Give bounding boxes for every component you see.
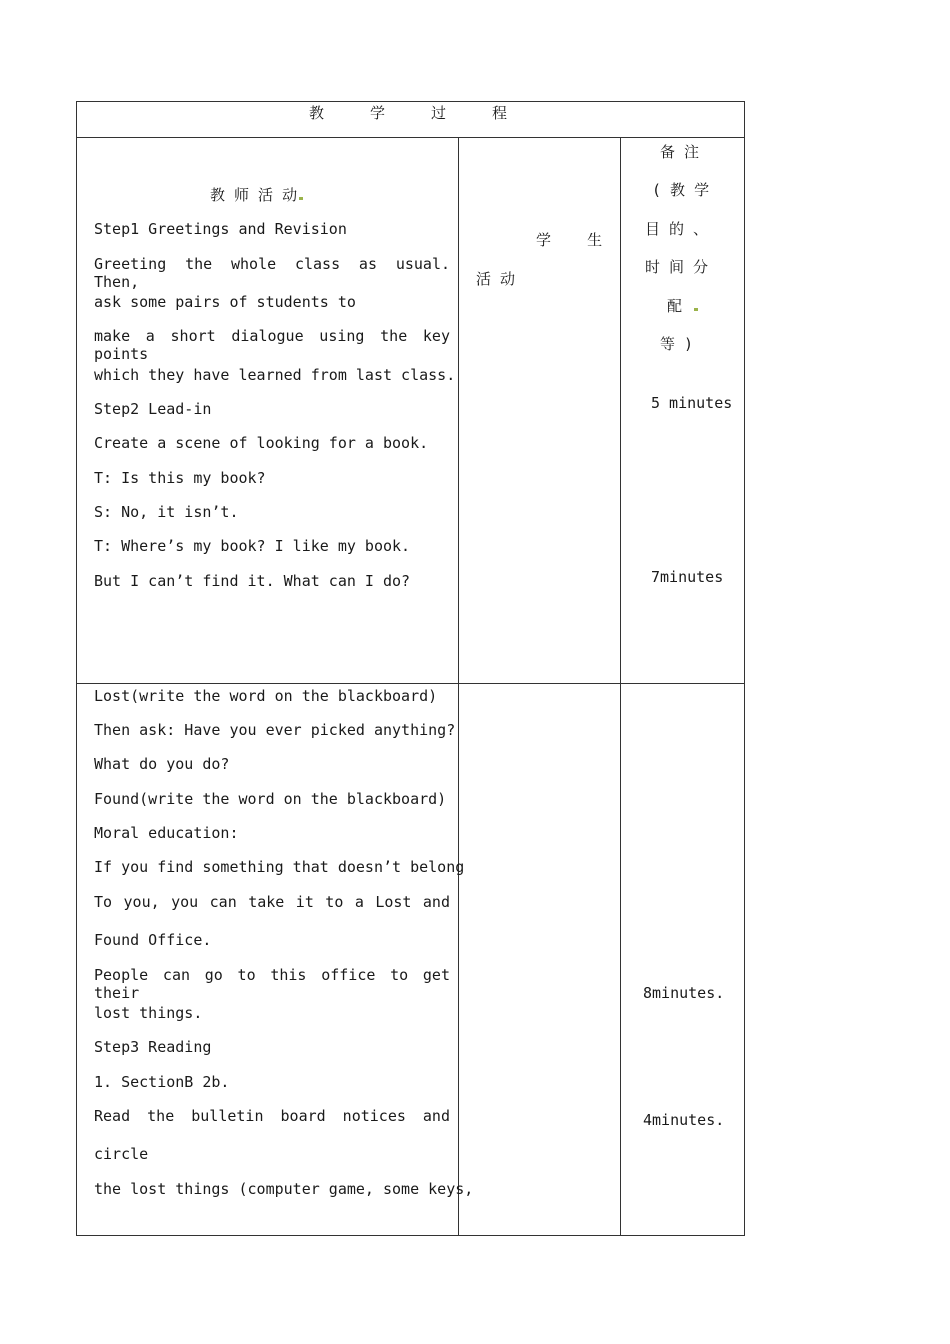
notes-heading-5: 配: [667, 297, 698, 315]
s2-line-9: People can go to this office to get their: [94, 966, 450, 1002]
s2-line-10: lost things.: [94, 1004, 203, 1022]
s1-line-2: Greeting the whole class as usual. Then,: [94, 255, 450, 291]
s1-line-11: But I can’t find it. What can I do?: [94, 572, 411, 590]
column-divider-1: [458, 137, 459, 1236]
notes-heading-3: 目 的 、: [645, 220, 709, 238]
mark-icon: [694, 308, 698, 311]
s2-line-11: Step3 Reading: [94, 1038, 212, 1056]
s2-line-8: Found Office.: [94, 931, 212, 949]
time-note-2: 7minutes: [651, 568, 724, 586]
notes-heading-1: 备 注: [660, 143, 700, 161]
s1-line-1: Step1 Greetings and Revision: [94, 220, 347, 238]
s2-line-1: Lost(write the word on the blackboard): [94, 687, 438, 705]
s1-line-10: T: Where’s my book? I like my book.: [94, 537, 411, 555]
header-char-1: 教: [309, 104, 325, 122]
column-divider-2: [620, 137, 621, 1236]
s2-line-15: the lost things (computer game, some keys,: [94, 1180, 474, 1198]
time-note-1: 5 minutes: [651, 394, 733, 412]
notes-heading-2: ( 教 学: [652, 181, 710, 199]
notes-heading-6: 等 ): [660, 335, 694, 353]
s2-line-13: Read the bulletin board notices and: [94, 1107, 450, 1125]
s2-line-6: If you find something that doesn’t belong: [94, 858, 465, 876]
mark-icon: [299, 197, 303, 200]
header-divider: [76, 137, 745, 138]
s2-line-3: What do you do?: [94, 755, 230, 773]
s2-line-5: Moral education:: [94, 824, 239, 842]
s1-line-3: ask some pairs of students to: [94, 293, 356, 311]
header-char-2: 学: [370, 104, 386, 122]
s2-line-4: Found(write the word on the blackboard): [94, 790, 447, 808]
s2-line-7: To you, you can take it to a Lost and: [94, 893, 450, 911]
time-note-3: 8minutes.: [643, 984, 725, 1002]
notes-heading-4: 时 间 分: [645, 258, 709, 276]
s2-line-2: Then ask: Have you ever picked anything?: [94, 721, 456, 739]
s2-line-14: circle: [94, 1145, 149, 1163]
student-activity-heading-2: 活 动: [476, 270, 516, 288]
s2-line-12: 1. SectionB 2b.: [94, 1073, 230, 1091]
s1-line-9: S: No, it isn’t.: [94, 503, 239, 521]
s1-line-8: T: Is this my book?: [94, 469, 266, 487]
header-char-4: 程: [492, 104, 508, 122]
teacher-activity-heading: 教 师 活 动: [210, 186, 303, 204]
s1-line-6: Step2 Lead-in: [94, 400, 212, 418]
s1-line-4: make a short dialogue using the key points: [94, 327, 450, 363]
header-char-3: 过: [431, 104, 447, 122]
s1-line-7: Create a scene of looking for a book.: [94, 434, 429, 452]
time-note-4: 4minutes.: [643, 1111, 725, 1129]
s1-line-5: which they have learned from last class.: [94, 366, 456, 384]
student-activity-heading-1: 学 生: [536, 231, 603, 249]
row-divider: [76, 683, 745, 684]
